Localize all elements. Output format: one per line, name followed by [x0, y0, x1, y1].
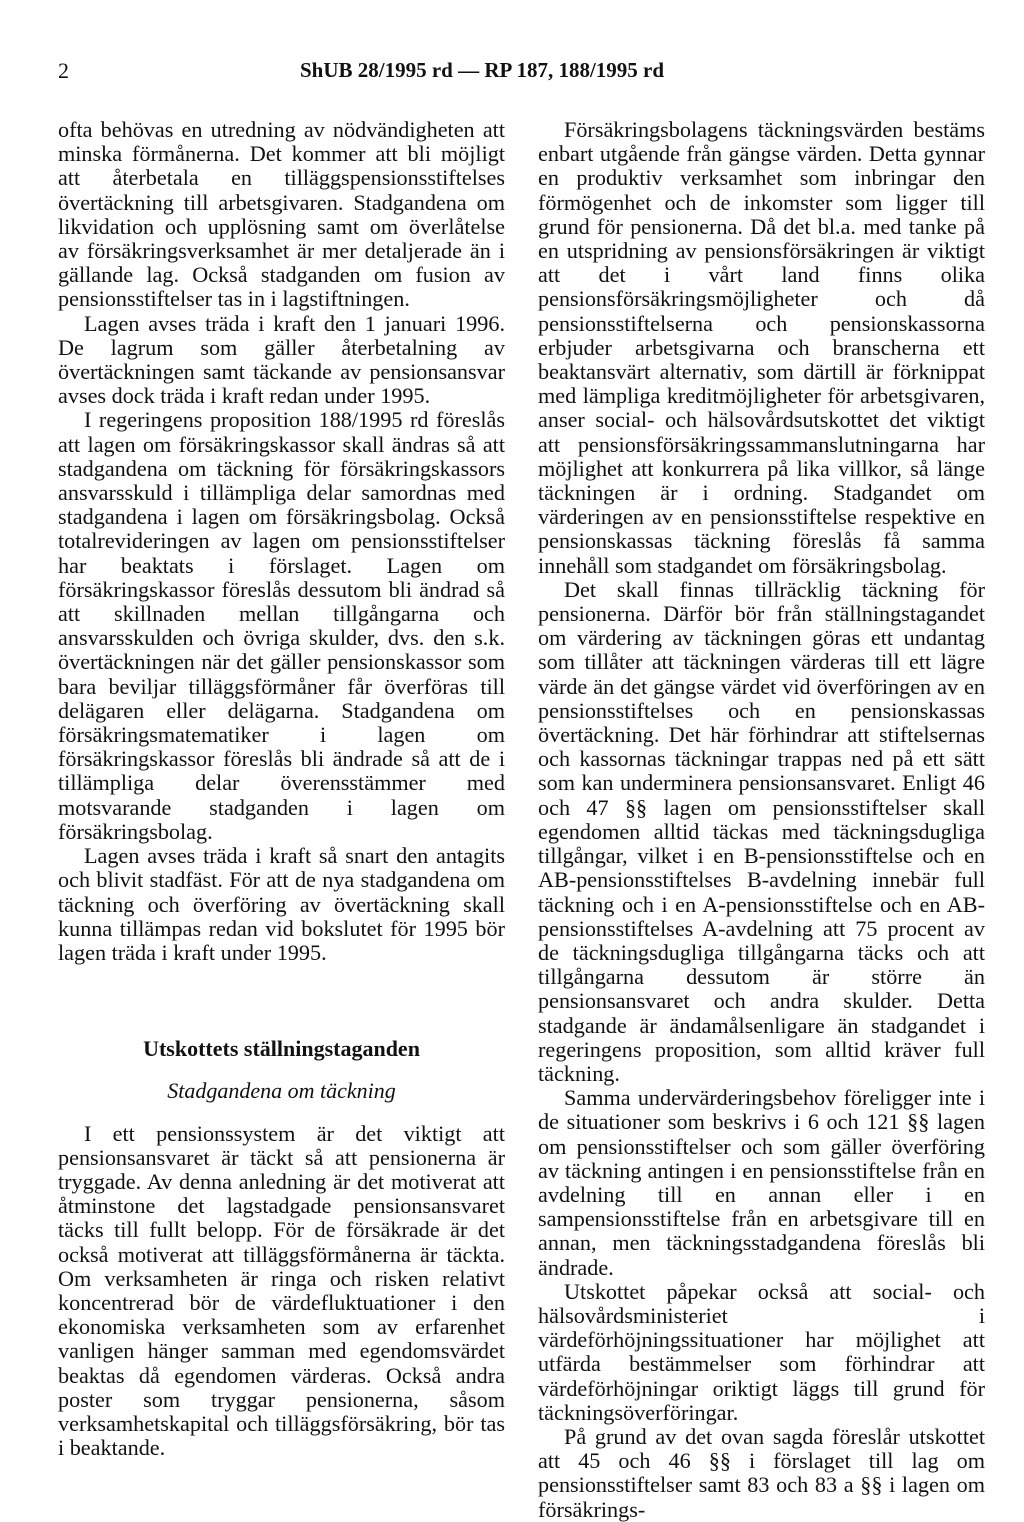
- sub-heading: Stadgandena om täckning: [167, 1078, 396, 1104]
- paragraph: I ett pensionssystem är det viktigt att pensionsansvaret är täckt så att pensionerna är tryggade. Av denna anledning är det motiverat att åtminstone det lagstadgade pensionsansvaret täcks till fullt belopp. För de försäkrade är det också motiverat att tilläggsförmånerna är täckta. Om verksamheten är ringa och risken relativt koncentrerad bör de värdefluktuationer i den ekonomiska verksamheten som av erfarenhet vanligen hänger samman med egendomsvärdet beaktas då egendomen värderas. Också andra poster som tryggar pensionerna, såsom verksamhetskapital och tilläggsförsäkring, bör tas i beaktande.: [58, 1120, 505, 1461]
- section-heading: Utskottets ställningstaganden: [143, 1036, 420, 1062]
- paragraph: Lagen avses träda i kraft den 1 januari 1996. De lagrum som gäller återbetalning av övertäckningen samt täckande av pensionsansvar avses dock träda i kraft redan under 1995.: [58, 310, 505, 409]
- page-number: 2: [58, 58, 69, 83]
- paragraph: Utskottet påpekar också att social- och hälsovårdsministeriet i värdeförhöjningssituationer har möjlighet att utfärda bestämmelser som förhindrar att värdeförhöjningar oriktigt läggs till grund för täckningsöverföringar.: [538, 1278, 985, 1425]
- paragraph: Lagen avses träda i kraft så snart den antagits och blivit stadfäst. För att de nya stadgandena om täckning och överföring av övertäckning skall kunna tillämpas redan vid bokslutet för 1995 bör lagen träda i kraft under 1995.: [58, 843, 505, 965]
- paragraph: Försäkringsbolagens täckningsvärden bestäms enbart utgående från gängse värden. Detta gynnar en produktiv verksamhet som inbringar den förmögenhet och de inkomster som ligger till grund för pensionerna. Då det bl.a. med tanke på en utspridning av pensionsförsäkringen är viktigt att det i vårt land finns olika pensionsförsäkringsmöjligheter och då pensionsstiftelserna och pensionskassorna erbjuder arbetsgivarna och branscherna ett beaktansvärt alternativ, som därtill är förknippat med lämpliga kreditmöjligheter för arbetsgivaren, anser social- och hälsovårdsutskottet det viktigt att pensionsförsäkringssammanslutningarna har möjlighet att konkurrera på lika villkor, så länge täckningen är i ordning. Stadgandet om värderingen av en pensionsstiftelse respektive en pensionskassas täckning föreslås få samma innehåll som stadgandet om försäkringsbolag.: [538, 117, 985, 578]
- left-column: [58, 118, 505, 1460]
- paragraph: ofta behövas en utredning av nödvändigheten att minska förmånerna. Det kommer att bli möjligt att återbetala en tilläggspensionsstiftelses övertäckning till arbetsgivaren. Stadgandena om likvidation och upplösning samt om överlåtelse av försäkringsverksamhet är mer detaljerade än i gällande lag. Också stadganden om fusion av pensionsstiftelser tas in i lagstiftningen.: [58, 117, 505, 312]
- paragraph: I regeringens proposition 188/1995 rd föreslås att lagen om försäkringskassor skall ändras så att stadgandena om täckning för försäkringskassors ansvarsskuld i tillämpliga delar samordnas med stadgandena i lagen om försäkringsbolag. Också totalrevideringen av lagen om pensionsstiftelser har beaktats i förslaget. Lagen om försäkringskassor föreslås dessutom bli ändrad så att skillnaden mellan tillgångarna och ansvarsskulden och övriga skulder, dvs. den s.k. övertäckningen när det gäller pensionskassor som bara beviljar tilläggsförmåner får överföras till delägaren eller delägarna. Stadgandena om försäkringsmatematiker i lagen om försäkringskassor föreslås bli ändrade så att de i tillämpliga delar överensstämmer med motsvarande stadganden i lagen om försäkringsbolag.: [58, 407, 505, 844]
- running-head: ShUB 28/1995 rd — RP 187, 188/1995 rd: [300, 58, 665, 82]
- paragraph: Det skall finnas tillräcklig täckning för pensionerna. Därför bör från ställningstagandet om värdering av täckningen göras ett undantag som tillåter att täckningen värderas till ett lägre värde än det gängse värdet vid överföringen av en pensionsstiftelses och en pensionskassas övertäckning. Det här förhindrar att stiftelsernas och kassornas täckningar trappas ned på ett sätt som kan underminera pensionsansvaret. Enligt 46 och 47 §§ lagen om pensionsstiftelser skall egendomen alltid täckas med täckningsdugliga tillgångar, vilket i en B-pensionsstiftelse och en AB-pensionsstiftelses B-avdelning innebär full täckning och i en A-pensionsstiftelse och en AB-pensionsstiftelses A-avdelning att 75 procent av de täckningsdugliga tillgångarna täcks och att tillgångarna dessutom är större än pensionsansvaret och andra skulder. Detta stadgande är ändamålsenligare än stadgandet i regeringens proposition, som alltid kräver full täckning.: [538, 576, 985, 1086]
- paragraph: Samma undervärderingsbehov föreligger inte i de situationer som beskrivs i 6 och 121 §§ lagen om pensionsstiftelser och som gäller överföring av täckning antingen i en pensionsstiftelse från en avdelning till en annan eller i en sampensionsstiftelse från en arbetsgivare till en annan, men täckningsstadgandena föreslås bli ändrade.: [538, 1085, 985, 1280]
- paragraph: På grund av det ovan sagda föreslår utskottet att 45 och 46 §§ i förslaget till lag om pensionsstiftelser samt 83 och 83 a §§ i lagen om försäkrings-: [538, 1423, 985, 1522]
- right-column: [538, 118, 985, 1522]
